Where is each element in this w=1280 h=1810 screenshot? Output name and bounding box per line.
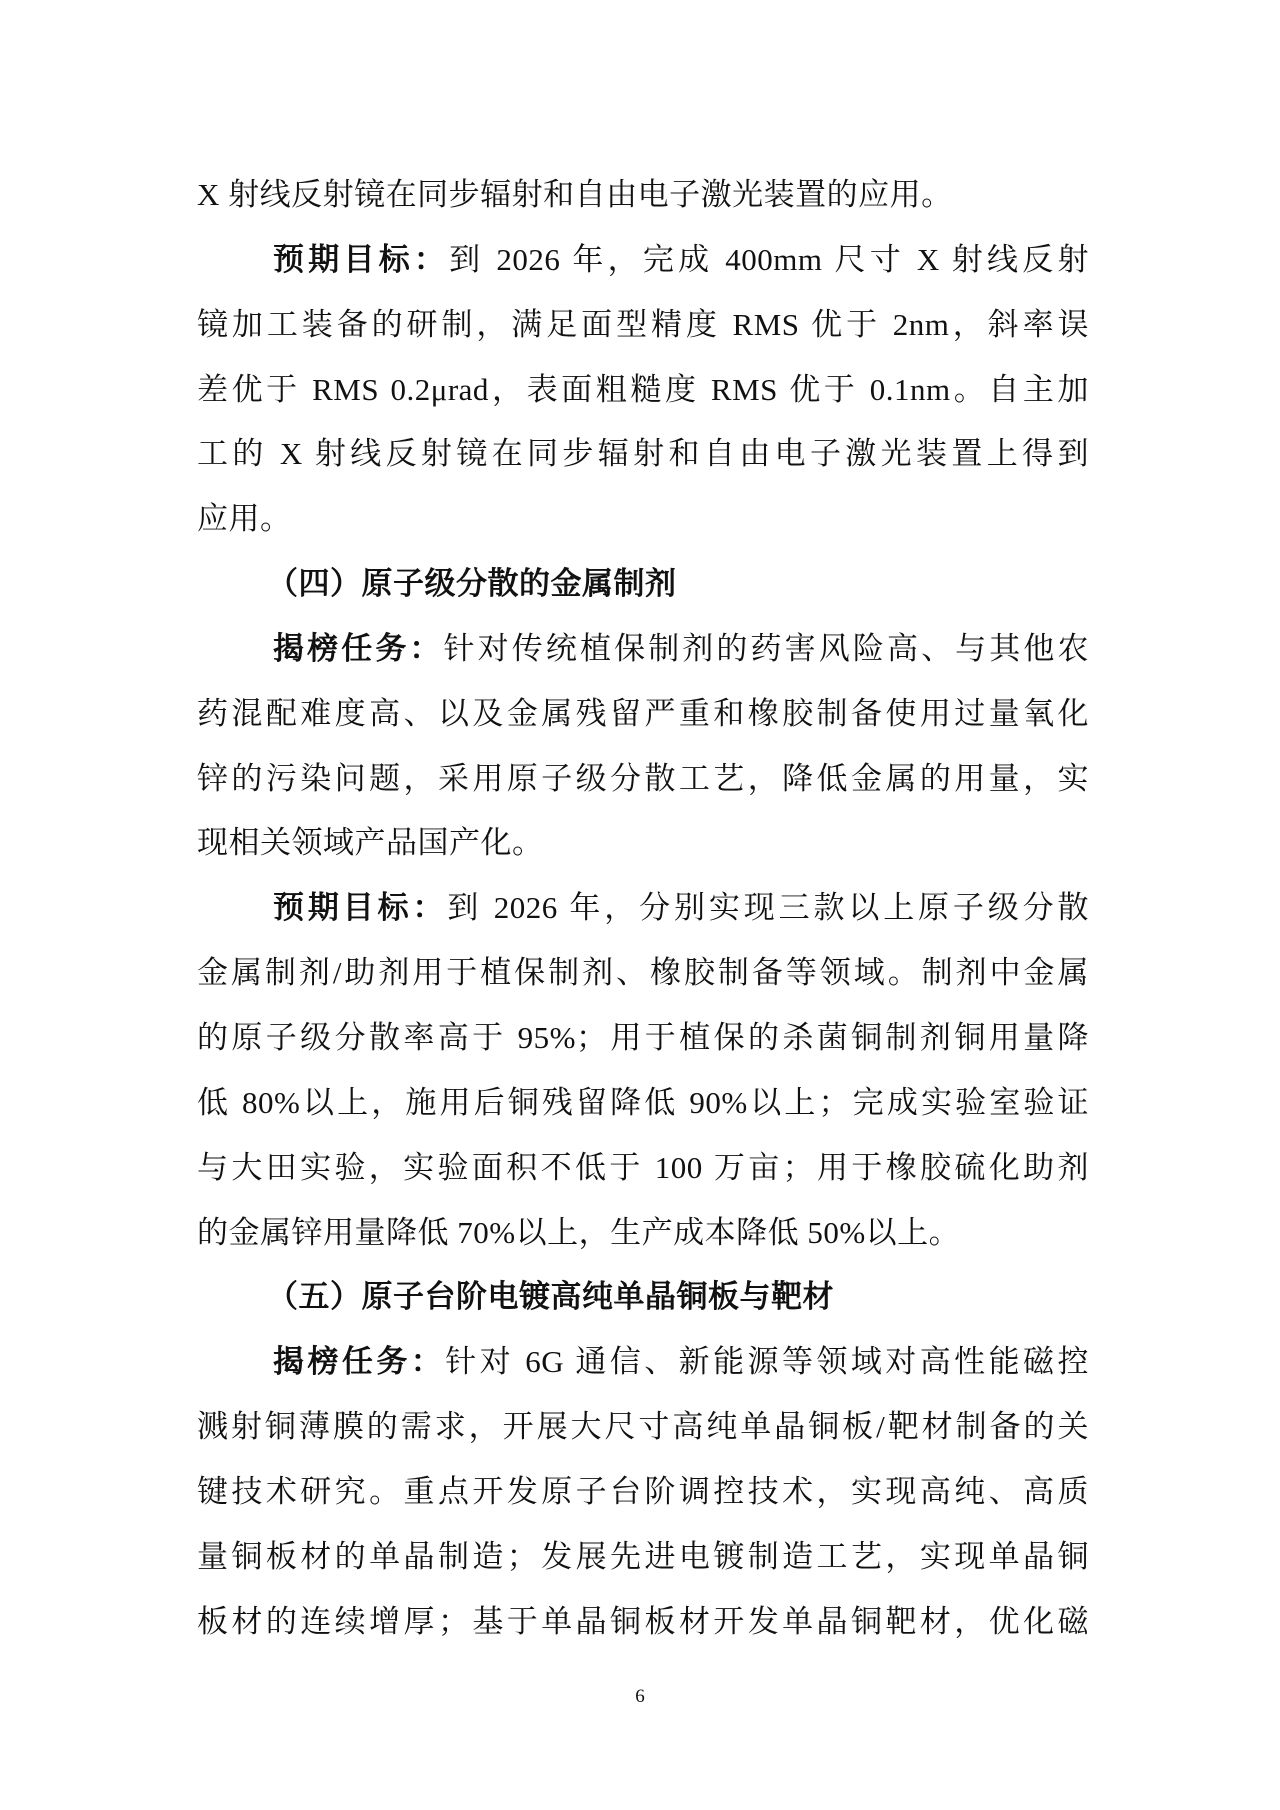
- text-line: 药混配难度高、以及金属残留严重和橡胶制备使用过量氧化: [197, 695, 1089, 731]
- text-line: 应用。: [197, 501, 292, 537]
- paragraph-continuation: [197, 163, 1089, 228]
- line-text: 到 2026 年，完成 400mm 尺寸 X 射线反射: [449, 241, 1089, 277]
- paragraph-task: [197, 1330, 1089, 1654]
- page-number: 6: [635, 1686, 645, 1707]
- text-line: 键技术研究。重点开发原子台阶调控技术，实现高纯、高质: [197, 1473, 1089, 1509]
- text-line: 工的 X 射线反射镜在同步辐射和自由电子激光装置上得到: [197, 436, 1089, 472]
- text-line: 低 80%以上，施用后铜残留降低 90%以上；完成实验室验证: [197, 1084, 1089, 1120]
- paragraph-task: [197, 617, 1089, 876]
- text-line: 的原子级分散率高于 95%；用于植保的杀菌铜制剂铜用量降: [197, 1019, 1089, 1055]
- text-line: [197, 617, 1089, 682]
- text-line: [197, 876, 1089, 941]
- text-line: 镜加工装备的研制，满足面型精度 RMS 优于 2nm，斜率误: [197, 306, 1089, 342]
- paragraph-lead: 预期目标：: [273, 890, 448, 926]
- paragraph-lead: 预期目标：: [273, 241, 450, 277]
- document-body: [197, 163, 1089, 1654]
- text-line: 量铜板材的单晶制造；发展先进电镀制造工艺，实现单晶铜: [197, 1538, 1089, 1574]
- paragraph-expected-goal: [197, 228, 1089, 552]
- text-line: X 射线反射镜在同步辐射和自由电子激光装置的应用。: [197, 177, 953, 212]
- paragraph-expected-goal: [197, 876, 1089, 1265]
- section-heading: （五）原子台阶电镀高纯单晶铜板与靶材: [267, 1279, 834, 1315]
- text-line: 的金属锌用量降低 70%以上，生产成本降低 50%以上。: [197, 1214, 961, 1250]
- text-line: 现相关领域产品国产化。: [197, 825, 544, 861]
- text-line: [197, 228, 1089, 293]
- paragraph-lead: 揭榜任务：: [273, 630, 444, 666]
- line-text: 针对传统植保制剂的药害风险高、与其他农: [443, 630, 1089, 666]
- text-line: 差优于 RMS 0.2μrad，表面粗糙度 RMS 优于 0.1nm。自主加: [197, 371, 1089, 407]
- line-text: 到 2026 年，分别实现三款以上原子级分散: [447, 890, 1089, 926]
- text-line: 锌的污染问题，采用原子级分散工艺，降低金属的用量，实: [197, 760, 1089, 796]
- text-line: 溅射铜薄膜的需求，开展大尺寸高纯单晶铜板/靶材制备的关: [197, 1409, 1089, 1445]
- text-line: [197, 1330, 1089, 1395]
- line-text: 针对 6G 通信、新能源等领域对高性能磁控: [445, 1344, 1089, 1380]
- text-line: 金属制剂/助剂用于植保制剂、橡胶制备等领域。制剂中金属: [197, 955, 1089, 991]
- section-heading: （四）原子级分散的金属制剂: [267, 566, 677, 602]
- text-line: 板材的连续增厚；基于单晶铜板材开发单晶铜靶材，优化磁: [197, 1603, 1089, 1639]
- text-line: 与大田实验，实验面积不低于 100 万亩；用于橡胶硫化助剂: [197, 1149, 1089, 1185]
- paragraph-lead: 揭榜任务：: [273, 1344, 446, 1380]
